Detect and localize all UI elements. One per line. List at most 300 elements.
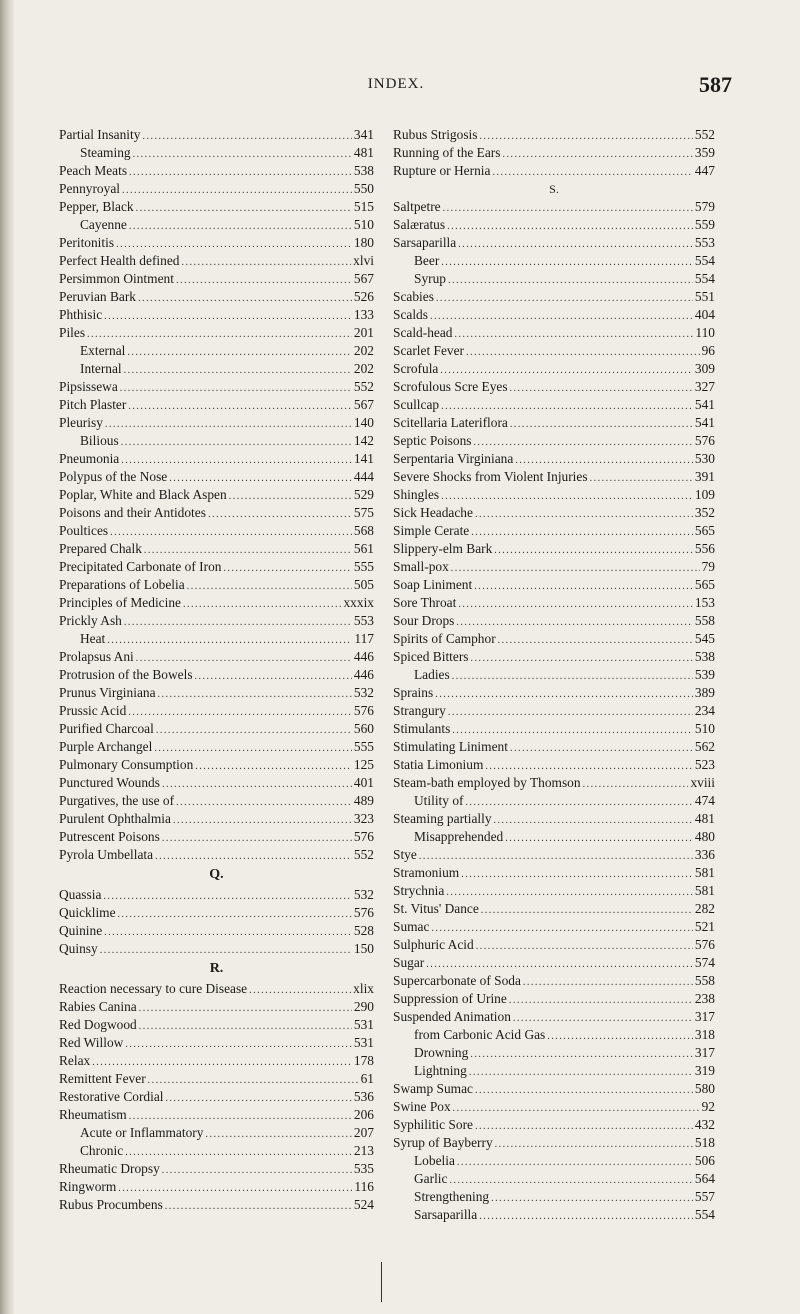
entry-page-number: 133 [353, 307, 374, 322]
index-subentry [393, 666, 715, 684]
entry-term: Scalds [393, 307, 428, 322]
entry-page-number: 554 [694, 253, 715, 268]
entry-term: Suppression of Urine [393, 991, 507, 1006]
entry-page-number: 481 [353, 145, 374, 160]
entry-term: Polypus of the Nose [59, 469, 168, 484]
entry-page-number: 109 [694, 487, 715, 502]
entry-term: Stye [393, 847, 417, 862]
entry-page-number: 554 [694, 1207, 715, 1222]
entry-page-number: 576 [353, 703, 374, 718]
dot-leader [441, 254, 693, 272]
entry-page-number: 552 [353, 379, 374, 394]
entry-page-number: 521 [694, 919, 715, 934]
dot-leader [441, 488, 693, 506]
entry-page-number: 401 [353, 775, 374, 790]
entry-page-number: 404 [694, 307, 715, 322]
page-number: 587 [699, 72, 732, 97]
entry-page-number: 61 [360, 1071, 374, 1086]
entry-page-number: 117 [354, 631, 374, 646]
dot-leader [103, 888, 352, 906]
entry-page-number: 125 [353, 757, 374, 772]
entry-page-number: 565 [694, 577, 715, 592]
index-entry [393, 144, 715, 162]
entry-page-number: 474 [694, 793, 715, 808]
entry-page-number: 551 [694, 289, 715, 304]
index-entry [393, 846, 715, 864]
dot-leader [471, 650, 693, 668]
index-subentry [393, 792, 715, 810]
index-subentry [59, 360, 374, 378]
dot-leader [166, 1090, 352, 1108]
index-entry [59, 450, 374, 468]
index-entry [393, 504, 715, 522]
entry-term: Strychnia [393, 883, 445, 898]
entry-page-number: 317 [694, 1045, 715, 1060]
entry-page-number: 545 [694, 631, 715, 646]
entry-term: Serpentaria Virginiana [393, 451, 514, 466]
index-entry [393, 396, 715, 414]
dot-leader [435, 686, 693, 704]
entry-term: Quinsy [59, 941, 98, 956]
dot-leader [498, 632, 693, 650]
dot-leader [173, 812, 352, 830]
dot-leader [471, 524, 693, 542]
dot-leader [120, 380, 352, 398]
entry-page-number: 318 [694, 1027, 715, 1042]
index-entry [393, 990, 715, 1008]
entry-term: Persimmon Ointment [59, 271, 174, 286]
index-entry [59, 828, 374, 846]
entry-term: Sore Throat [393, 595, 457, 610]
dot-leader [495, 1136, 693, 1154]
index-column-right [393, 126, 715, 1224]
entry-page-number: xlvi [353, 253, 374, 268]
index-entry [59, 396, 374, 414]
entry-term: Heat [80, 631, 106, 646]
entry-page-number: 565 [694, 523, 715, 538]
entry-page-number: 290 [353, 999, 374, 1014]
entry-term: External [80, 343, 126, 358]
index-entry [59, 324, 374, 342]
entry-page-number: 523 [694, 757, 715, 772]
dot-leader [195, 668, 352, 686]
dot-leader [87, 326, 352, 344]
entry-page-number: 532 [353, 685, 374, 700]
index-entry [393, 1098, 715, 1116]
entry-page-number: 234 [694, 703, 715, 718]
entry-page-number: 446 [353, 667, 374, 682]
entry-term: Pitch Plaster [59, 397, 127, 412]
dot-leader [195, 758, 352, 776]
dot-leader [155, 848, 352, 866]
dot-leader [475, 506, 693, 524]
index-subentry [59, 342, 374, 360]
entry-term: Purulent Ophthalmia [59, 811, 171, 826]
index-subentry [393, 828, 715, 846]
index-entry [59, 922, 374, 940]
index-subentry [59, 144, 374, 162]
entry-term: Chronic [80, 1143, 124, 1158]
index-entry [59, 1178, 374, 1196]
entry-term: Poplar, White and Black Aspen [59, 487, 227, 502]
dot-leader [229, 488, 352, 506]
index-entry [393, 198, 715, 216]
index-entry [59, 378, 374, 396]
entry-term: Swine Pox [393, 1099, 451, 1114]
index-entry [393, 900, 715, 918]
dot-leader [523, 974, 693, 992]
entry-page-number: xlix [353, 981, 374, 996]
dot-leader [142, 128, 351, 146]
entry-term: Salæratus [393, 217, 446, 232]
index-entry [59, 180, 374, 198]
index-entry [59, 126, 374, 144]
entry-term: Scald-head [393, 325, 453, 340]
entry-term: Punctured Wounds [59, 775, 160, 790]
index-entry [59, 720, 374, 738]
dot-leader [474, 578, 693, 596]
entry-page-number: 580 [694, 1081, 715, 1096]
entry-term: Sour Drops [393, 613, 455, 628]
entry-page-number: 180 [353, 235, 374, 250]
dot-leader [419, 848, 693, 866]
index-entry [59, 162, 374, 180]
index-entry [59, 774, 374, 792]
index-entry [393, 558, 715, 576]
index-entry [59, 940, 374, 958]
entry-term: Pennyroyal [59, 181, 120, 196]
entry-term: Sarsaparilla [393, 235, 457, 250]
dot-leader [451, 560, 700, 578]
entry-term: Prunus Virginiana [59, 685, 156, 700]
dot-leader [208, 506, 352, 524]
dot-leader [136, 200, 352, 218]
entry-page-number: 552 [353, 847, 374, 862]
entry-term: Prolapsus Ani [59, 649, 134, 664]
entry-page-number: 201 [353, 325, 374, 340]
index-entry [393, 162, 715, 180]
entry-page-number: 553 [353, 613, 374, 628]
entry-term: Protrusion of the Bowels [59, 667, 193, 682]
entry-term: Purified Charcoal [59, 721, 154, 736]
index-entry [59, 666, 374, 684]
entry-term: Prepared Chalk [59, 541, 142, 556]
entry-page-number: 489 [353, 793, 374, 808]
dot-leader [187, 578, 352, 596]
entry-term: Phthisic [59, 307, 103, 322]
entry-term: Rupture or Hernia [393, 163, 491, 178]
index-entry [393, 612, 715, 630]
entry-page-number: 480 [694, 829, 715, 844]
index-entry [59, 540, 374, 558]
index-subentry [393, 1044, 715, 1062]
entry-page-number: 574 [694, 955, 715, 970]
dot-leader [458, 236, 693, 254]
dot-leader [481, 902, 693, 920]
index-entry [393, 882, 715, 900]
entry-page-number: 524 [353, 1197, 374, 1212]
dot-leader [448, 272, 693, 290]
index-subentry [59, 1142, 374, 1160]
dot-leader [510, 380, 693, 398]
entry-term: Quicklime [59, 905, 116, 920]
entry-term: Rheumatic Dropsy [59, 1161, 160, 1176]
entry-term: Severe Shocks from Violent Injuries [393, 469, 588, 484]
entry-page-number: 327 [694, 379, 715, 394]
entry-page-number: 531 [353, 1017, 374, 1032]
section-letter: R. [209, 961, 224, 976]
index-entry [59, 252, 374, 270]
dot-leader [458, 596, 693, 614]
index-entry [393, 684, 715, 702]
dot-leader [470, 1046, 693, 1064]
index-entry [393, 738, 715, 756]
entry-page-number: 535 [353, 1161, 374, 1176]
dot-leader [125, 1036, 352, 1054]
dot-leader [165, 1198, 352, 1216]
index-entry [59, 576, 374, 594]
index-entry [393, 630, 715, 648]
entry-page-number: 539 [694, 667, 715, 682]
dot-leader [139, 1000, 352, 1018]
index-subentry [393, 1170, 715, 1188]
entry-page-number: 141 [353, 451, 374, 466]
entry-term: Swamp Sumac [393, 1081, 473, 1096]
index-entry [393, 936, 715, 954]
entry-page-number: 559 [694, 217, 715, 232]
dot-leader [100, 942, 352, 960]
entry-term: Stimulating Liniment [393, 739, 508, 754]
dot-leader [443, 200, 693, 218]
index-entry [59, 486, 374, 504]
entry-page-number: xxxix [343, 595, 374, 610]
entry-term: Precipitated Carbonate of Iron [59, 559, 222, 574]
index-entry [393, 216, 715, 234]
entry-page-number: 359 [694, 145, 715, 160]
entry-page-number: 518 [694, 1135, 715, 1150]
entry-term: Pulmonary Consumption [59, 757, 194, 772]
dot-leader [447, 218, 693, 236]
index-entry [59, 702, 374, 720]
index-entry [393, 972, 715, 990]
entry-term: Pepper, Black [59, 199, 134, 214]
dot-leader [510, 416, 693, 434]
index-entry [59, 648, 374, 666]
entry-term: Steaming partially [393, 811, 492, 826]
entry-page-number: 576 [694, 433, 715, 448]
entry-page-number: 92 [701, 1099, 715, 1114]
index-subentry [393, 1062, 715, 1080]
dot-leader [452, 668, 693, 686]
entry-term: Red Dogwood [59, 1017, 137, 1032]
entry-term: Garlic [414, 1171, 448, 1186]
entry-term: Acute or Inflammatory [80, 1125, 204, 1140]
entry-term: Small-pox [393, 559, 449, 574]
index-entry [393, 324, 715, 342]
entry-term: Prussic Acid [59, 703, 127, 718]
index-entry [59, 792, 374, 810]
entry-page-number: 581 [694, 865, 715, 880]
dot-leader [479, 1208, 693, 1226]
index-subentry [393, 270, 715, 288]
index-entry [393, 126, 715, 144]
index-entry [59, 594, 374, 612]
entry-term: Saltpetre [393, 199, 441, 214]
entry-page-number: 446 [353, 649, 374, 664]
entry-term: Statia Limonium [393, 757, 484, 772]
entry-page-number: 554 [694, 271, 715, 286]
index-entry [393, 432, 715, 450]
index-entry [59, 1034, 374, 1052]
entry-page-number: 576 [353, 829, 374, 844]
index-entry [59, 522, 374, 540]
dot-leader [465, 794, 692, 812]
dot-leader [138, 290, 352, 308]
entry-page-number: 558 [694, 973, 715, 988]
entry-term: Piles [59, 325, 86, 340]
entry-term: Red Willow [59, 1035, 124, 1050]
index-entry [59, 234, 374, 252]
dot-leader [479, 128, 692, 146]
dot-leader [127, 344, 352, 362]
dot-leader [205, 1126, 351, 1144]
index-entry [393, 1008, 715, 1026]
dot-leader [430, 308, 693, 326]
index-subentry [393, 1026, 715, 1044]
index-entry [393, 522, 715, 540]
index-entry [393, 864, 715, 882]
dot-leader [547, 1028, 693, 1046]
entry-term: Soap Liniment [393, 577, 473, 592]
dot-leader [128, 704, 352, 722]
section-letter: S. [549, 182, 559, 196]
index-entry [393, 306, 715, 324]
entry-term: Ringworm [59, 1179, 117, 1194]
entry-term: Strengthening [414, 1189, 490, 1204]
index-entry [59, 270, 374, 288]
entry-term: Sumac [393, 919, 430, 934]
entry-term: Scrofula [393, 361, 439, 376]
index-subentry [393, 1206, 715, 1224]
index-entry [59, 810, 374, 828]
entry-page-number: 515 [353, 199, 374, 214]
entry-page-number: 282 [694, 901, 715, 916]
entry-term: Syrup of Bayberry [393, 1135, 493, 1150]
dot-leader [475, 1118, 693, 1136]
index-entry [393, 288, 715, 306]
dot-leader [491, 1190, 693, 1208]
index-entry [393, 1134, 715, 1152]
dot-leader [509, 992, 693, 1010]
entry-term: Simple Cerate [393, 523, 470, 538]
index-entry [393, 540, 715, 558]
entry-term: Rabies Canina [59, 999, 137, 1014]
entry-page-number: 560 [353, 721, 374, 736]
index-entry [393, 576, 715, 594]
entry-page-number: 538 [353, 163, 374, 178]
entry-page-number: 140 [353, 415, 374, 430]
entry-page-number: 352 [694, 505, 715, 520]
entry-page-number: 581 [694, 883, 715, 898]
dot-leader [162, 1162, 352, 1180]
dot-leader [118, 906, 352, 924]
entry-page-number: 550 [353, 181, 374, 196]
index-entry [59, 846, 374, 864]
entry-term: Septic Poisons [393, 433, 472, 448]
entry-page-number: 309 [694, 361, 715, 376]
entry-term: Cayenne [80, 217, 127, 232]
entry-term: Sarsaparilla [414, 1207, 478, 1222]
entry-term: Spirits of Camphor [393, 631, 496, 646]
entry-page-number: 555 [353, 739, 374, 754]
entry-term: Putrescent Poisons [59, 829, 160, 844]
entry-term: Relax [59, 1053, 91, 1068]
index-entry [393, 702, 715, 720]
entry-page-number: 568 [353, 523, 374, 538]
entry-page-number: 552 [694, 127, 715, 142]
entry-term: Suspended Animation [393, 1009, 511, 1024]
entry-page-number: 150 [353, 941, 374, 956]
entry-term: Poultices [59, 523, 109, 538]
entry-term: Stimulants [393, 721, 451, 736]
index-entry [393, 774, 715, 792]
entry-term: Syphilitic Sore [393, 1117, 473, 1132]
dot-leader [121, 434, 352, 452]
dot-leader [176, 272, 352, 290]
entry-page-number: 341 [353, 127, 374, 142]
dot-leader [590, 470, 693, 488]
entry-page-number: 510 [353, 217, 374, 232]
entry-page-number: 202 [353, 361, 374, 376]
entry-term: Rubus Strigosis [393, 127, 478, 142]
entry-term: Strangury [393, 703, 446, 718]
running-title: INDEX. [367, 76, 425, 92]
entry-term: Scitellaria Lateriflora [393, 415, 508, 430]
entry-term: Purple Archangel [59, 739, 153, 754]
dot-leader [176, 794, 352, 812]
entry-term: Syrup [414, 271, 446, 286]
index-subentry [393, 1188, 715, 1206]
entry-page-number: 391 [694, 469, 715, 484]
dot-leader [183, 596, 342, 614]
entry-term: Steam-bath employed by Thomson [393, 775, 581, 790]
entry-term: Bilious [80, 433, 119, 448]
entry-page-number: 555 [353, 559, 374, 574]
entry-term: Internal [80, 361, 122, 376]
entry-term: Slippery-elm Bark [393, 541, 493, 556]
entry-term: Peruvian Bark [59, 289, 136, 304]
dot-leader [124, 614, 352, 632]
dot-leader [510, 740, 693, 758]
entry-term: Rubus Procumbens [59, 1197, 163, 1212]
index-entry [59, 288, 374, 306]
entry-page-number: 110 [695, 325, 715, 340]
dot-leader [475, 1082, 693, 1100]
entry-term: Pleurisy [59, 415, 103, 430]
entry-term: Perfect Health defined [59, 253, 180, 268]
index-entry [59, 414, 374, 432]
index-subentry [59, 1124, 374, 1142]
page-binding-shadow [0, 0, 14, 1314]
entry-term: Lightning [414, 1063, 467, 1078]
index-entry [59, 998, 374, 1016]
entry-term: Quassia [59, 887, 102, 902]
index-entry [393, 720, 715, 738]
entry-term: Restorative Cordial [59, 1089, 164, 1104]
index-subentry [59, 432, 374, 450]
entry-term: Beer [414, 253, 440, 268]
entry-page-number: 323 [353, 811, 374, 826]
